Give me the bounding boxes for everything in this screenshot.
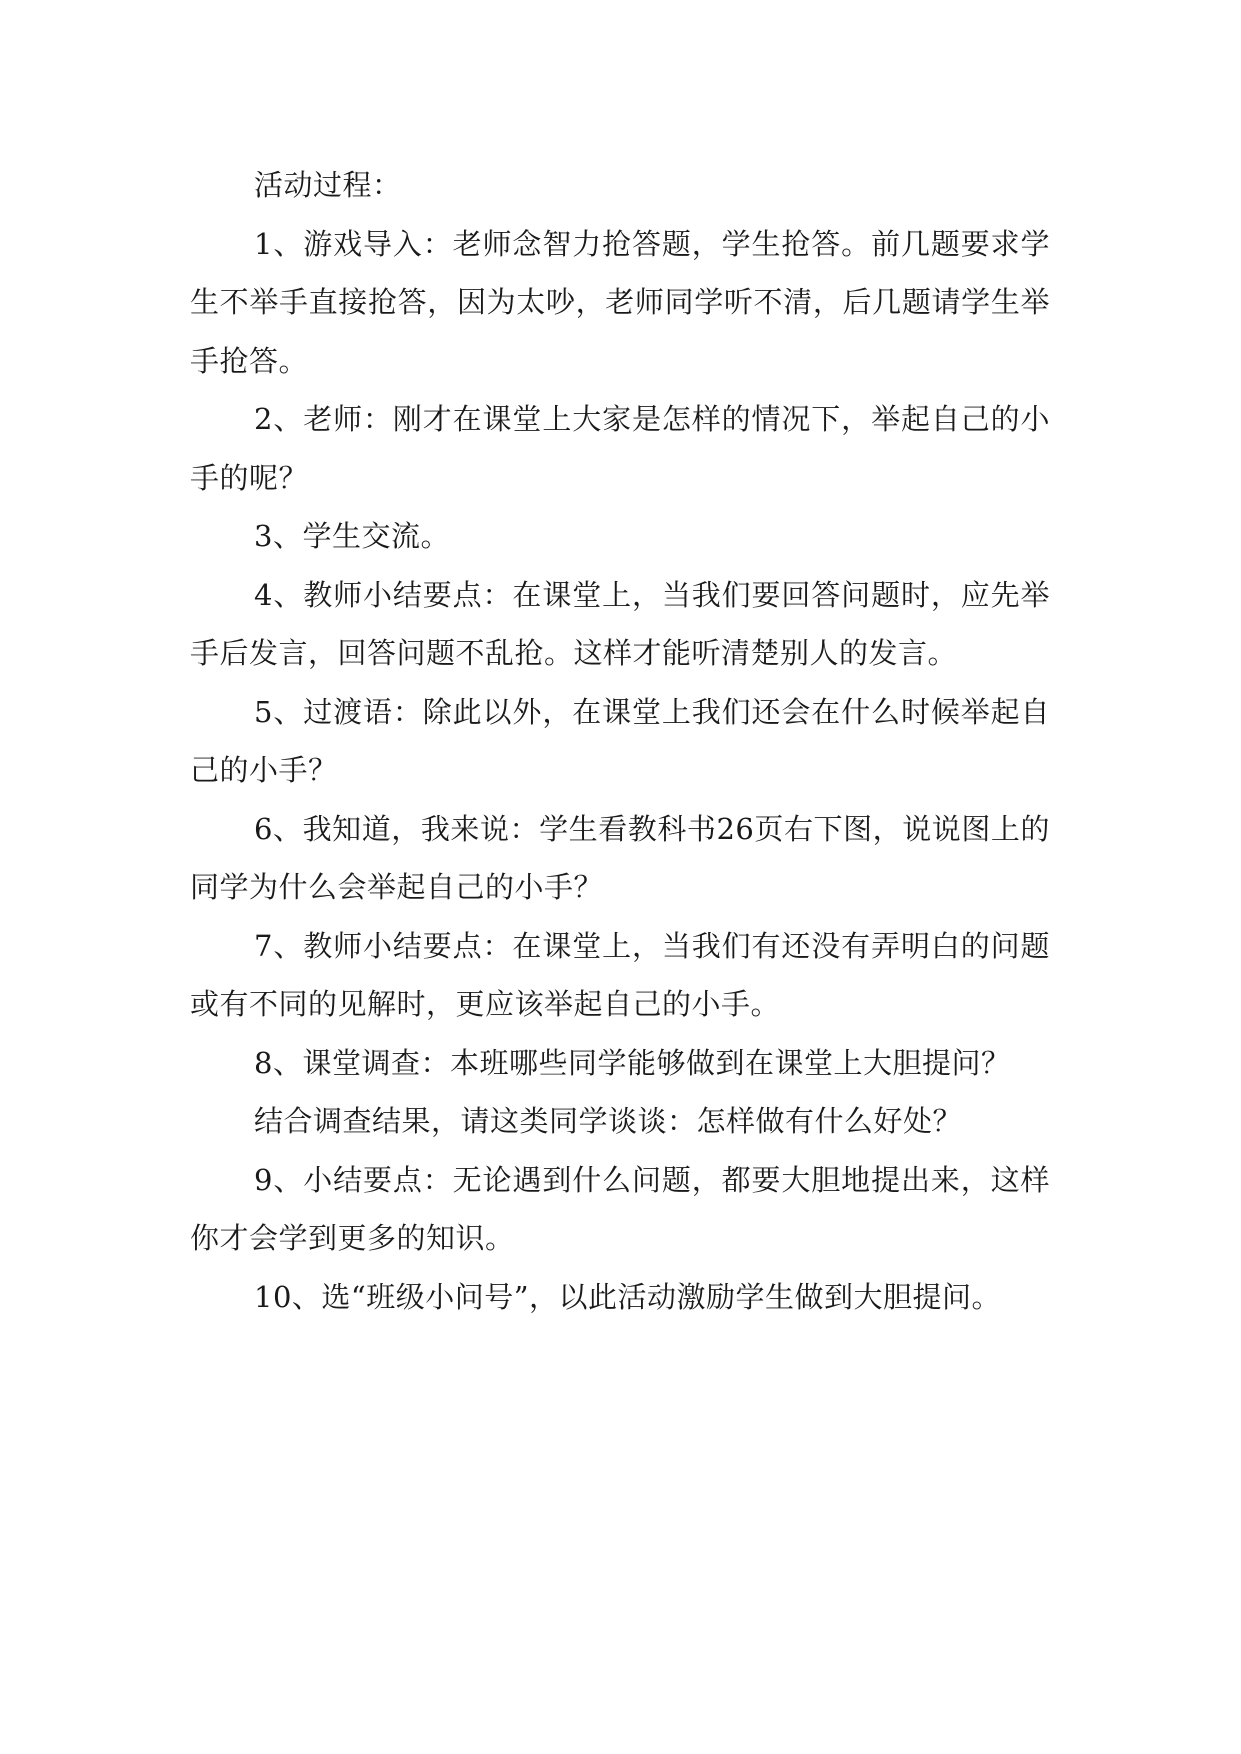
paragraph-step-5: 5、过渡语：除此以外，在课堂上我们还会在什么时候举起自己的小手？ bbox=[190, 694, 1050, 787]
paragraph-step-6: 6、我知道，我来说：学生看教科书26页右下图，说说图上的同学为什么会举起自己的小手？ bbox=[190, 811, 1050, 904]
document-body bbox=[190, 156, 1050, 1326]
paragraph-step-10: 10、选“班级小问号”，以此活动激励学生做到大胆提问。 bbox=[254, 1279, 1002, 1314]
paragraph-step-8: 8、课堂调查：本班哪些同学能够做到在课堂上大胆提问？ bbox=[254, 1045, 1011, 1080]
paragraph-step-1: 1、游戏导入：老师念智力抢答题，学生抢答。前几题要求学生不举手直接抢答，因为太吵，老师同学听不清，后几题请学生举手抢答。 bbox=[190, 226, 1050, 378]
paragraph-step-2: 2、老师：刚才在课堂上大家是怎样的情况下，举起自己的小手的呢？ bbox=[190, 402, 1050, 495]
paragraph-survey-followup: 结合调查结果，请这类同学谈谈：怎样做有什么好处？ bbox=[254, 1104, 963, 1138]
paragraph-step-4: 4、教师小结要点：在课堂上，当我们要回答问题时，应先举手后发言，回答问题不乱抢。这样才能听清楚别人的发言。 bbox=[190, 577, 1050, 670]
paragraph-step-7: 7、教师小结要点：在课堂上，当我们有还没有弄明白的问题或有不同的见解时，更应该举起自己的小手。 bbox=[190, 928, 1050, 1021]
section-heading: 活动过程： bbox=[254, 168, 402, 202]
paragraph-step-9: 9、小结要点：无论遇到什么问题，都要大胆地提出来，这样你才会学到更多的知识。 bbox=[190, 1162, 1050, 1255]
paragraph-step-3: 3、学生交流。 bbox=[254, 519, 450, 553]
